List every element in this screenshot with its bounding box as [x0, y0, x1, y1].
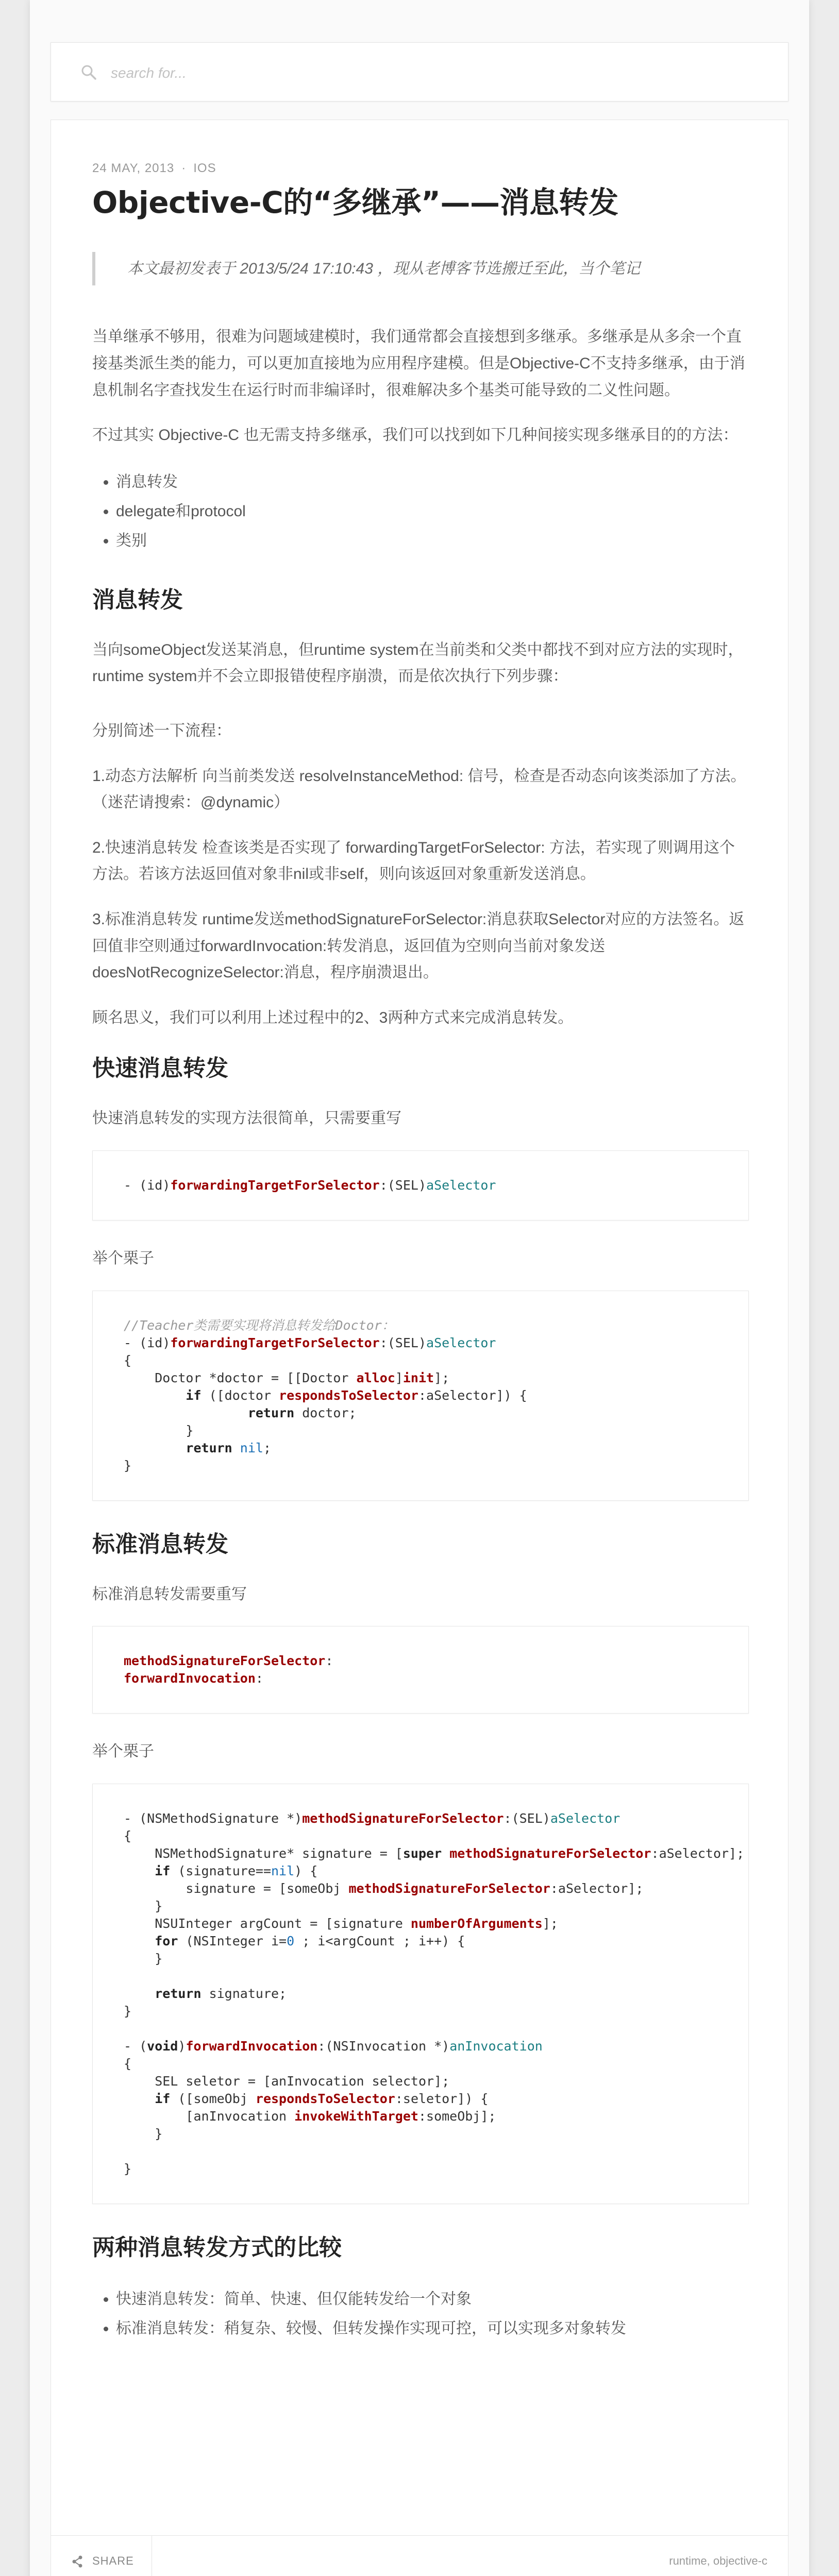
share-button[interactable] [51, 2536, 152, 2576]
post-card [51, 120, 788, 2576]
post-footer [51, 2535, 788, 2576]
list-item: • 类别 [116, 526, 749, 555]
intro-paragraph-1: 当单继承不够用，很难为问题域建模时，我们通常都会直接想到多继承。多继承是从多余一个直接基类派生类的能力，可以更加直接地为应用程序建模。但是Objective-C不支持多继承，由于消息机制名字查找发生在运行时而非编译时，很难解决多个基类可能导致的二义性问题。 [92, 328, 745, 399]
post-meta [92, 161, 749, 176]
post-title[interactable]: Objective-C的“多继承”——消息转发 [92, 185, 618, 220]
heading-comparison: 两种消息转发方式的比较 [92, 2234, 342, 2261]
share-icon [72, 2555, 83, 2568]
post-tags[interactable]: runtime, objective-c [669, 2554, 767, 2567]
origin-note: 本文最初发表于 2013/5/24 17:10:43 ，现从老博客节选搬迁至此，当个笔记 [92, 252, 749, 285]
list-item: • 消息转发 [116, 467, 749, 497]
search-input[interactable] [110, 58, 771, 88]
standard-paragraph-2: 举个栗子 [92, 1743, 154, 1760]
forwarding-step-2: 2.快速消息转发 检查该类是否实现了 forwardingTargetForSelector: 方法，若实现了则调用这个方法。若该方法返回值对象非nil或非self，则向该返回对象重新发送消息。 [92, 839, 735, 883]
article [92, 161, 749, 2369]
heading-forwarding: 消息转发 [92, 586, 183, 613]
forwarding-step-3: 3.标准消息转发 runtime发送methodSignatureForSelector:消息获取Selector对应的方法签名。返回值非空则通过forwardInvocation:转发消息，返回值为空则向当前对象发送doesNotRecognizeSelector:消息，程序崩溃退出。 [92, 910, 745, 981]
forwarding-conclusion: 顾名思义，我们可以利用上述过程中的2、3两种方式来完成消息转发。 [92, 1009, 574, 1026]
fast-paragraph-1: 快速消息转发的实现方法很简单，只需要重写 [92, 1110, 401, 1127]
intro-paragraph-2: 不过其实 Objective-C 也无需支持多继承，我们可以找到如下几种间接实现多继承目的的方法： [92, 427, 739, 444]
fast-paragraph-2: 举个栗子 [92, 1249, 154, 1267]
heading-fast-forwarding: 快速消息转发 [92, 1055, 228, 1082]
forwarding-step-1: 1.动态方法解析 向当前类发送 resolveInstanceMethod: 信号，检查是否动态向该类添加了方法。（迷茫请搜索：@dynamic） [92, 767, 746, 811]
list-item: • delegate和protocol [116, 497, 749, 526]
method-list [92, 467, 749, 555]
post-category[interactable]: IOS [193, 161, 216, 175]
share-label: SHARE [92, 2554, 134, 2567]
code-block-fast-example: //Teacher类需要实现将消息转发给Doctor： - (id)forwardingTargetForSelector:(SEL)aSelector { Doctor *doctor = [[Doctor alloc]init]; if ([doctor respondsToSelector:aSelector]) { return doctor; } return nil; } [92, 1291, 749, 1501]
search-icon [81, 64, 96, 80]
list-item: • 标准消息转发：稍复杂、较慢、但转发操作实现可控，可以实现多对象转发 [116, 2314, 749, 2343]
forwarding-paragraph-2: 分别简述一下流程： [92, 722, 231, 739]
page-wrapper [30, 0, 809, 2576]
standard-paragraph-1: 标准消息转发需要重写 [92, 1585, 247, 1603]
comparison-list [92, 2284, 749, 2343]
code-block-fast-signature: - (id)forwardingTargetForSelector:(SEL)aSelector [92, 1150, 749, 1221]
post-date: 24 MAY, 2013 [92, 161, 175, 175]
list-item: • 快速消息转发：简单、快速、但仅能转发给一个对象 [116, 2284, 749, 2314]
heading-standard-forwarding: 标准消息转发 [92, 1531, 228, 1557]
code-block-standard-example: - (NSMethodSignature *)methodSignatureForSelector:(SEL)aSelector { NSMethodSignature* signature = [super methodSignatureForSelector:aSelector]; if (signature==nil) { signature = [someObj methodSignatureForSelector:aSelector]; } NSUInteger argCount = [signature numberOfArguments]; for (NSInteger i=0 ; i<argCount ; i++) { } return signature; } - (void)forwardInvocation:(NSInvocation *)anInvocation { SEL seletor = [anInvocation selector]; if ([someObj respondsToSelector:seletor]) { [anInvocation invokeWithTarget:someObj]; } } [92, 1784, 749, 2204]
search-bar [51, 42, 788, 101]
code-block-standard-methods: methodSignatureForSelector: forwardInvocation: [92, 1626, 749, 1714]
forwarding-paragraph-1: 当向someObject发送某消息，但runtime system在当前类和父类中都找不到对应方法的实现时，runtime system并不会立即报错使程序崩溃，而是依次执行下列步骤： [92, 641, 744, 685]
meta-separator: · [181, 161, 187, 175]
